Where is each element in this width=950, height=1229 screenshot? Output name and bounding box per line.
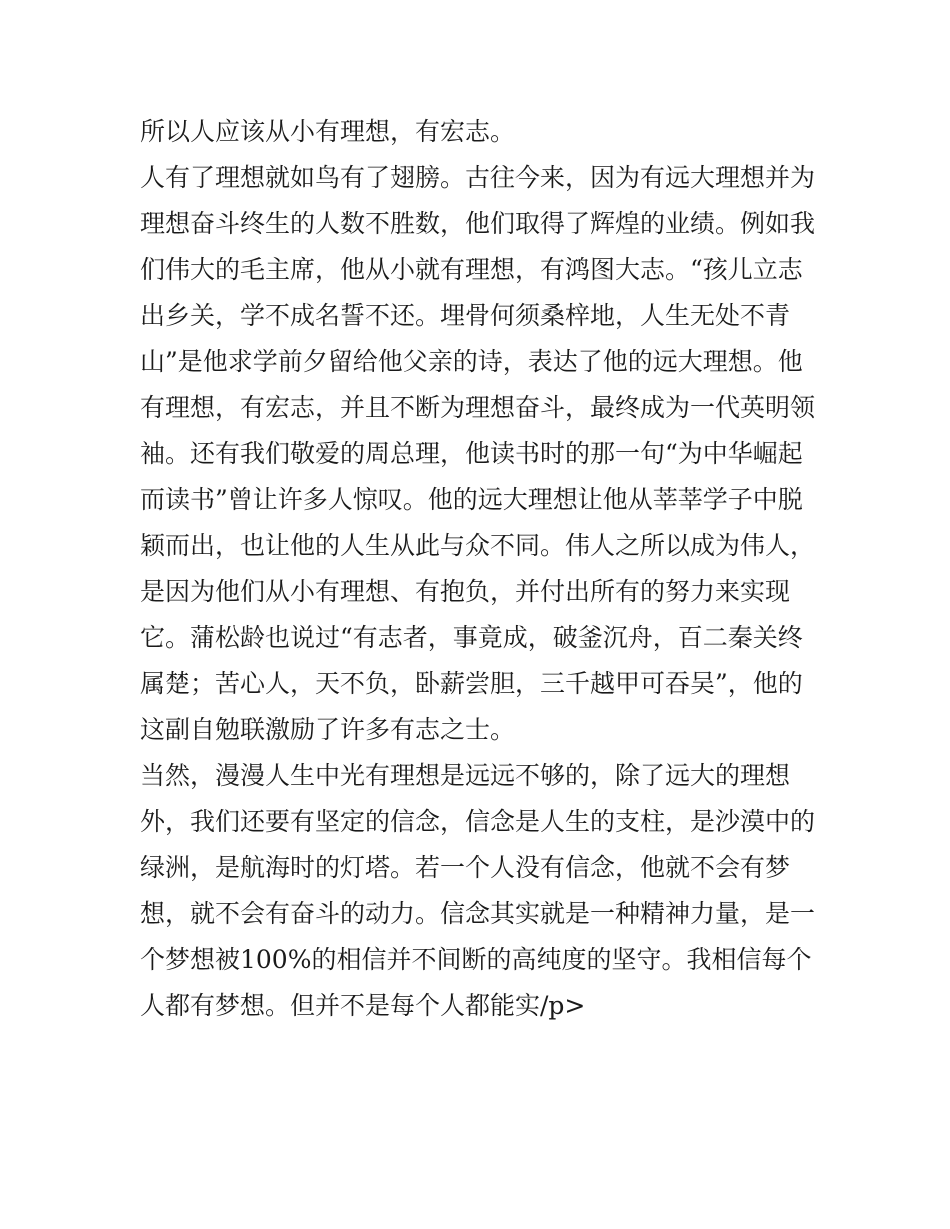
text-line: 理想奋斗终生的人数不胜数，他们取得了辉煌的业绩。例如我 [140, 209, 816, 238]
text-line: 个梦想被100%的相信并不间断的高纯度的坚守。我相信每个 [140, 945, 812, 974]
text-line: 出乡关，学不成名誓不还。埋骨何须桑梓地，人生无处不青 [140, 301, 791, 330]
text-line: 所以人应该从小有理想，有宏志。 [140, 117, 516, 146]
text-line: 们伟大的毛主席，他从小就有理想，有鸿图大志。“孩儿立志 [140, 255, 803, 284]
text-line: 外，我们还要有坚定的信念，信念是人生的支柱，是沙漠中的 [140, 807, 816, 836]
text-line: 是因为他们从小有理想、有抱负，并付出所有的努力来实现 [140, 577, 791, 606]
text-line: 当然，漫漫人生中光有理想是远远不够的，除了远大的理想 [140, 761, 791, 790]
text-line: 这副自勉联激励了许多有志之士。 [140, 715, 516, 744]
text-line: 人都有梦想。但并不是每个人都能实/p> [140, 991, 586, 1020]
text-line: 绿洲，是航海时的灯塔。若一个人没有信念，他就不会有梦 [140, 853, 791, 882]
text-line: 颖而出，也让他的人生从此与众不同。伟人之所以成为伟人， [140, 531, 816, 560]
text-line: 它。蒲松龄也说过“有志者，事竟成，破釜沉舟，百二秦关终 [140, 623, 803, 652]
text-line: 而读书”曾让许多人惊叹。他的远大理想让他从莘莘学子中脱 [140, 485, 803, 514]
text-line: 人有了理想就如鸟有了翅膀。古往今来，因为有远大理想并为 [140, 163, 816, 192]
text-line: 想，就不会有奋斗的动力。信念其实就是一种精神力量，是一 [140, 899, 816, 928]
text-line: 山”是他求学前夕留给他父亲的诗，表达了他的远大理想。他 [140, 347, 803, 376]
text-line: 有理想，有宏志，并且不断为理想奋斗，最终成为一代英明领 [140, 393, 816, 422]
body-text [140, 109, 820, 1029]
text-line: 属楚；苦心人，天不负，卧薪尝胆，三千越甲可吞吴”，他的 [140, 669, 803, 698]
text-line: 袖。还有我们敬爱的周总理，他读书时的那一句“为中华崛起 [140, 439, 803, 468]
